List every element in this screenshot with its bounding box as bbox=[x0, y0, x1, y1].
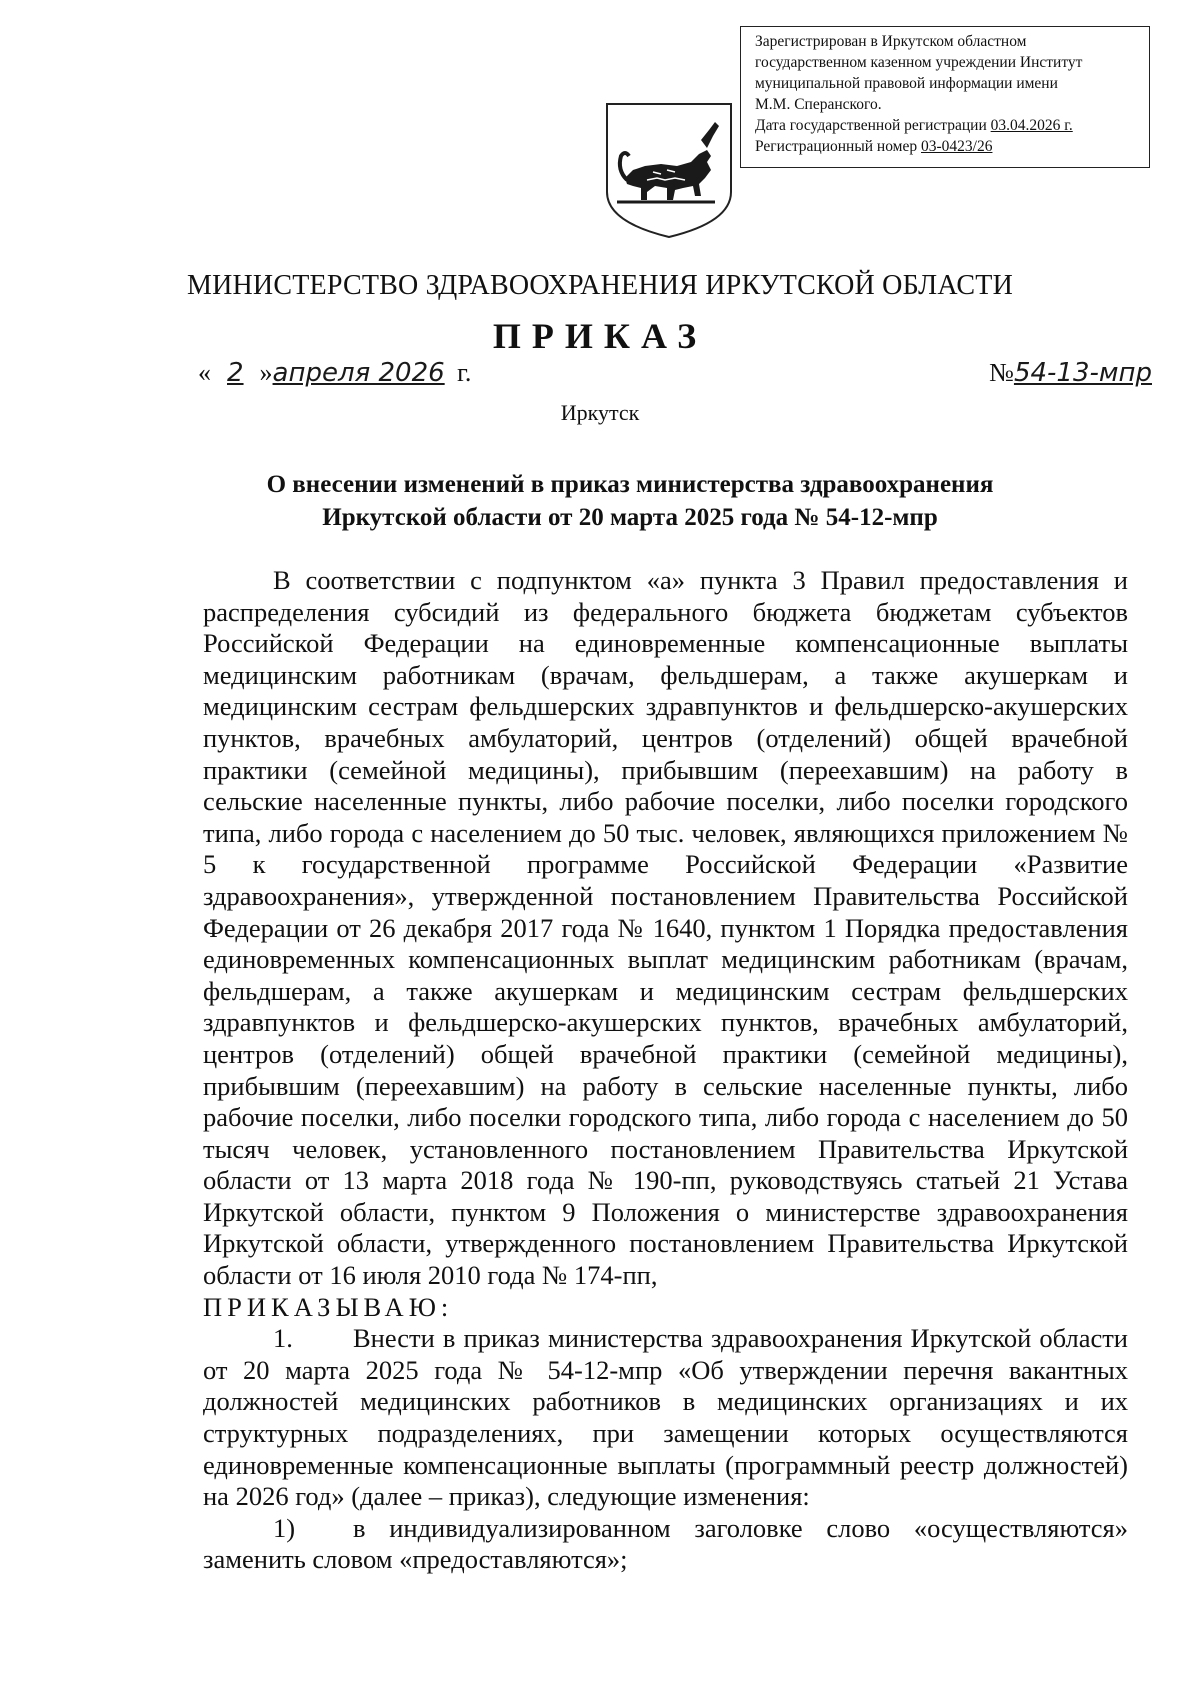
document-type: ПРИКАЗ bbox=[492, 316, 708, 356]
item-1-text: Внести в приказ министерства здравоохранения Иркутской области от 20 марта 2025 года № 54-12-мпр «Об утверждении перечня вакантных должностей медицинских работников в медицинских организациях и их структурных подразделениях, при замещении которых осуществляются единовременные компенсационные выплаты (программный реестр должностей) на 2026 год» (далее – приказ), следующие изменения: bbox=[203, 1323, 1128, 1512]
title-line: О внесении изменений в приказ министерства здравоохранения bbox=[266, 471, 994, 498]
order-date: « 2 »апреля 2026 г. bbox=[198, 358, 472, 388]
registration-line: государственном казенном учреждении Институт bbox=[755, 54, 1083, 71]
order-word: ПРИКАЗЫВАЮ: bbox=[203, 1291, 454, 1322]
city: Иркутск bbox=[560, 400, 640, 425]
order-number: №54-13-мпр bbox=[989, 358, 1152, 388]
irkutsk-coat-of-arms-icon bbox=[603, 100, 735, 240]
registration-number: Регистрационный номер 03-0423/26 bbox=[755, 138, 993, 155]
document-title bbox=[150, 468, 1110, 534]
registration-line: Зарегистрирован в Иркутском областном bbox=[755, 33, 1027, 50]
subitem-1 bbox=[203, 1513, 1128, 1576]
subitem-1-text: в индивидуализированном заголовке слово «осуществляются» заменить словом «предоставляются»; bbox=[203, 1512, 1128, 1575]
item-1-number: 1. bbox=[273, 1323, 293, 1354]
subitem-1-number: 1) bbox=[273, 1512, 296, 1543]
registration-date: Дата государственной регистрации 03.04.2026 г. bbox=[755, 117, 1073, 134]
preamble-paragraph: В соответствии с подпунктом «а» пункта 3 Правил предоставления и распределения субсидий из федерального бюджета бюджетам субъектов Российской Федерации на единовременные компенсационные выплаты медицинским работникам (врачам, фельдшерам, а также акушеркам и медицинским сестрам фельдшерских здравпунктов и фельдшерско-акушерских пунктов, врачебных амбулаторий, центров (отделений) общей врачебной практики (семейной медицины), прибывшим (переехавшим) на работу в сельские населенные пункты, либо рабочие поселки, либо поселки городского типа, либо города с населением до 50 тыс. человек, являющихся приложением № 5 к государственной программе Российской Федерации «Развитие здравоохранения», утвержденной постановлением Правительства Российской Федерации от 26 декабря 2017 года № 1640, пунктом 1 Порядка предоставления единовременных компенсационных выплат медицинским работникам (врачам, фельдшерам, а также акушеркам и медицинским сестрам фельдшерских здравпунктов и фельдшерско-акушерских пунктов, врачебных амбулаторий, центров (отделений) общей врачебной практики (семейной медицины), прибывшим (переехавшим) на работу в сельские населенные пункты, либо рабочие поселки, либо поселки городского типа, либо города с населением до 50 тысяч человек, установленного постановлением Правительства Иркутской области от 13 марта 2018 года № 190-пп, руководствуясь статьей 21 Устава Иркутской области, пунктом 9 Положения о министерстве здравоохранения Иркутской области, утвержденного постановлением Правительства Иркутской области от 16 июля 2010 года № 174-пп, bbox=[203, 565, 1128, 1291]
ministry-name: МИНИСТЕРСТВО ЗДРАВООХРАНЕНИЯ ИРКУТСКОЙ ОБЛАСТИ bbox=[186, 270, 1013, 301]
title-line: Иркутской области от 20 марта 2025 года № 54-12-мпр bbox=[322, 504, 938, 531]
registration-line: муниципальной правовой информации имени bbox=[755, 75, 1058, 92]
registration-stamp bbox=[740, 26, 1150, 168]
registration-line: М.М. Сперанского. bbox=[755, 96, 882, 113]
item-1 bbox=[203, 1323, 1128, 1513]
document-body bbox=[203, 565, 1128, 1576]
